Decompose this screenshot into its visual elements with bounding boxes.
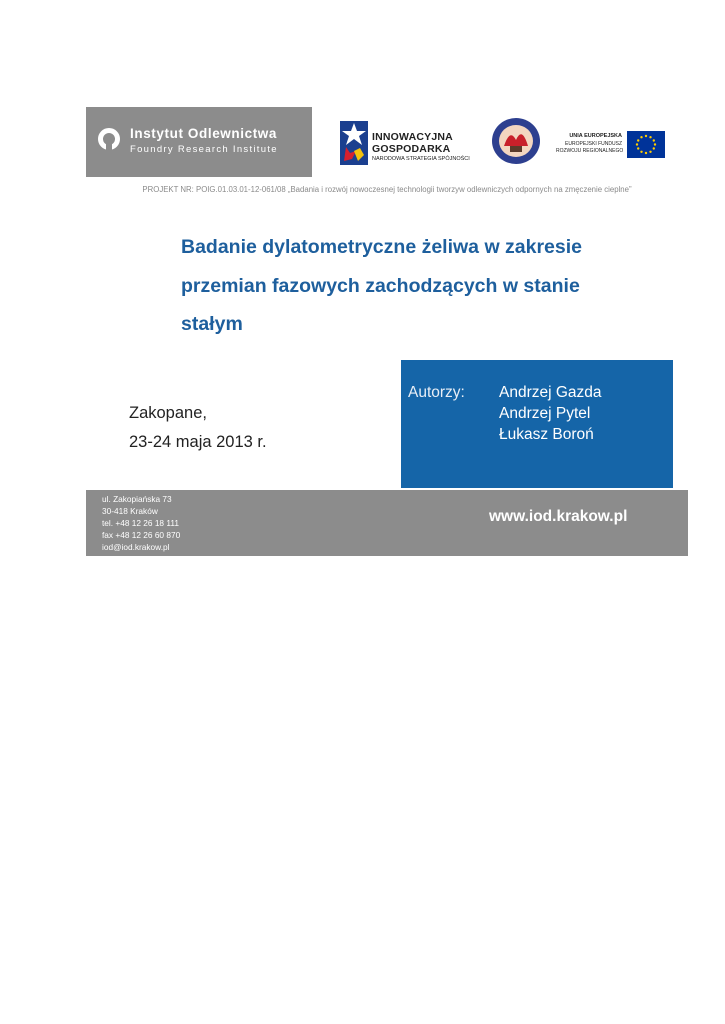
author-name: Andrzej Gazda [499,384,602,401]
ig-title-line2: GOSPODARKA [372,143,451,155]
institute-seal-icon [490,116,542,166]
ig-title-line1: INNOWACYJNA [372,131,453,143]
event-date: 23-24 maja 2013 r. [129,433,267,451]
address-street: ul. Zakopiańska 73 [102,494,172,504]
event-place: Zakopane, [129,404,207,422]
institute-name: Instytut Odlewnictwa [130,126,278,141]
document-title: Badanie dylatometryczne żeliwa w zakresie przemian fazowych zachodzących w stanie stałym [181,236,583,335]
authors-label: Autorzy: [408,384,465,401]
institute-subtitle: Foundry Research Institute [130,144,278,155]
address-city: 30-418 Kraków [102,506,158,516]
institute-logo-icon-notch [106,141,112,151]
institute-logo [86,107,312,177]
author-name: Andrzej Pytel [499,405,591,422]
address-fax: fax +48 12 26 60 870 [102,530,181,540]
ig-subtitle: NARODOWA STRATEGIA SPÓJNOŚCI [372,156,470,162]
eu-flag-icon [627,131,665,158]
address-email: iod@iod.krakow.pl [102,542,170,552]
eu-label-line2: EUROPEJSKI FUNDUSZ [565,141,622,147]
footer-bar [86,490,688,556]
eu-label-line1: UNIA EUROPEJSKA [569,133,622,139]
eu-label-line3: ROZWOJU REGIONALNEGO [556,148,624,154]
author-name: Łukasz Boroń [499,426,594,443]
website-link[interactable]: www.iod.krakow.pl [489,508,628,525]
project-number-line: PROJEKT NR: POIG.01.03.01-12-061/08 „Badania i rozwój nowoczesnej technologii tworzyw odlewniczych odpornych na zmęczenie cieplne” [142,185,632,194]
authors-box [401,360,673,488]
address-phone: tel. +48 12 26 18 111 [102,518,179,528]
